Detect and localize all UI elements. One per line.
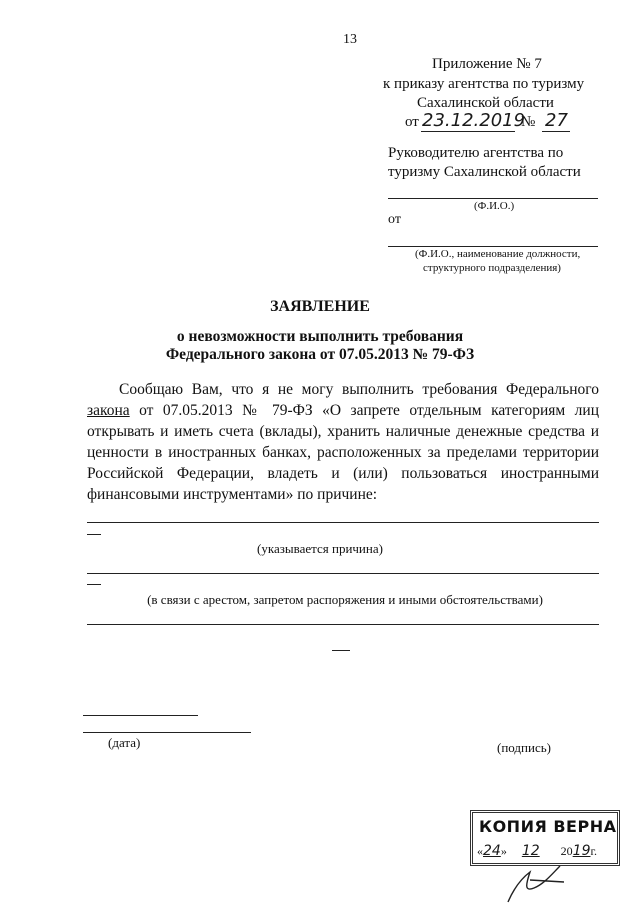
from-line: [388, 246, 598, 247]
reason-line-2: [87, 573, 599, 574]
reason-line-2-dash: [87, 584, 101, 585]
stamp-month: 12: [521, 843, 540, 859]
date-line-2: [83, 732, 251, 733]
reason-line-1: [87, 522, 599, 523]
appendix-date-underline: [421, 131, 515, 132]
stamp-year: 19: [572, 843, 591, 859]
document-subtitle-1: о невозможности выполнить требования: [176, 328, 464, 345]
document-subtitle-2: Федерального закона от 07.05.2013 № 79-ФЗ: [165, 346, 475, 363]
body-line-4: ценности в иностранных банках, расположенных за пределами территории: [87, 444, 599, 461]
body-line-2: [87, 400, 599, 421]
fio-line: [388, 198, 598, 199]
appendix-date-handwritten: 23.12.2019: [422, 110, 526, 131]
stamp-date-row: «24» 12 2019г.: [477, 843, 598, 859]
body-line-3: открывать и иметь счета (вклады), хранить наличные денежные средства и: [87, 423, 599, 440]
addressee-line-1: Руководителю агентства по: [388, 145, 564, 161]
law-link[interactable]: закона: [87, 402, 130, 419]
page-number: 13: [343, 32, 357, 47]
document-title: ЗАЯВЛЕНИЕ: [270, 298, 370, 315]
circumstances-line: [87, 624, 599, 625]
appendix-date-prefix: от: [405, 114, 419, 130]
date-line-1: [83, 715, 198, 716]
from-caption-2: структурного подразделения): [423, 262, 561, 274]
reason-line-dash: [87, 534, 101, 535]
reason-caption: (указывается причина): [257, 541, 383, 556]
appendix-number-underline: [542, 131, 570, 132]
stamp-title: КОПИЯ ВЕРНА: [479, 817, 617, 836]
body-line-6: финансовыми инструментами» по причине:: [87, 486, 378, 503]
fio-caption: (Ф.И.О.): [474, 200, 515, 212]
center-dash: [332, 650, 350, 651]
date-caption: (дата): [108, 735, 141, 750]
appendix-order: к приказу агентства по туризму: [383, 76, 585, 92]
copy-certified-stamp: [470, 810, 620, 866]
body-line-1: Сообщаю Вам, что я не могу выполнить требования Федерального: [119, 381, 599, 398]
stamp-day: 24: [483, 843, 501, 859]
appendix-title: Приложение № 7: [432, 56, 542, 72]
body-line-2-rest: от 07.05.2013 № 79-ФЗ «О запрете отдельным категориям лиц: [129, 402, 599, 419]
appendix-number-prefix: №: [521, 114, 536, 130]
circumstances-caption: (в связи с арестом, запретом распоряжения и иными обстоятельствами): [147, 592, 543, 607]
handwritten-signature: [500, 860, 580, 905]
statement-body: [87, 379, 599, 505]
addressee-line-2: туризму Сахалинской области: [388, 164, 581, 180]
signature-caption: (подпись): [497, 740, 551, 755]
body-line-5: Российской Федерации, владеть и (или) пользоваться иностранными: [87, 465, 599, 482]
from-label: от: [388, 212, 401, 227]
appendix-region: Сахалинской области: [417, 95, 554, 111]
from-caption-1: (Ф.И.О., наименование должности,: [415, 248, 581, 260]
appendix-number-handwritten: 27: [545, 110, 568, 131]
